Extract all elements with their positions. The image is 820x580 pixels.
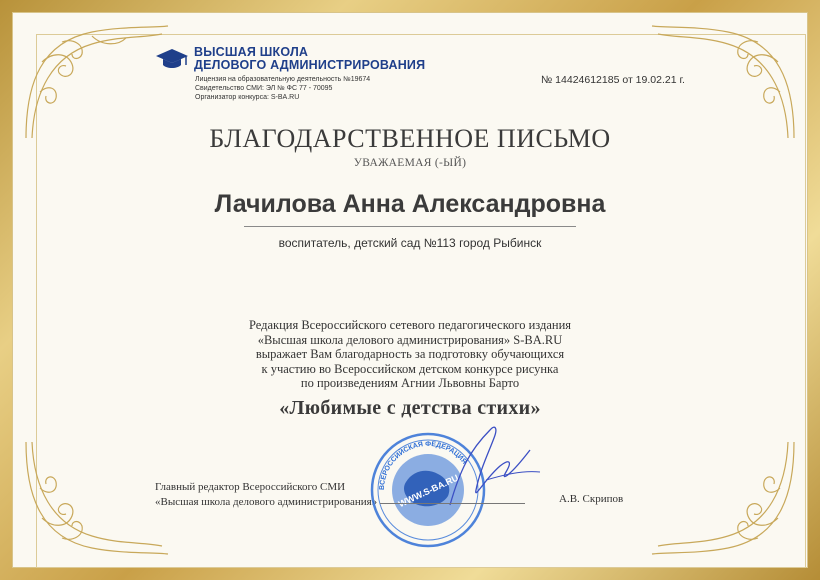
editor-line-2: «Высшая школа делового администрирования»: [155, 496, 378, 508]
media-certificate-text: Свидетельство СМИ: ЭЛ № ФС 77 - 70095: [195, 85, 333, 92]
letter-body: [0, 318, 820, 391]
license-text: Лицензия на образовательную деятельность №19674: [195, 76, 371, 83]
editor-line-1: Главный редактор Всероссийского СМИ: [155, 481, 346, 493]
ornament-bottom-right-icon: [648, 438, 798, 558]
body-line-5: по произведениям Агнии Львовны Барто: [300, 376, 520, 390]
ornament-bottom-left-icon: [22, 438, 172, 558]
body-line-1: Редакция Всероссийского сетевого педагогического издания: [248, 318, 572, 332]
stamp-url-text: WWW.S-BA.RU: [396, 472, 460, 510]
letter-title: БЛАГОДАРСТВЕННОЕ ПИСЬМО: [209, 124, 611, 153]
salutation: УВАЖАЕМАЯ (-ЫЙ): [353, 157, 467, 169]
editor-title: [155, 480, 377, 510]
body-line-2: «Высшая школа делового администрирования» S-BA.RU: [257, 332, 563, 347]
stamp-ring-text: ВСЕРОССИЙСКАЯ ФЕДЕРАЦИЯ: [378, 440, 468, 491]
organization-logo: [155, 46, 425, 102]
signature-line: [380, 503, 525, 504]
name-underline: [244, 226, 576, 227]
signer-name: А.В. Скрипов: [559, 493, 624, 505]
contest-name: «Любимые с детства стихи»: [279, 397, 541, 419]
organizer-text: Организатор конкурса: S-BA.RU: [195, 94, 300, 101]
document-number: № 14424612185 от 19.02.21 г.: [541, 74, 685, 86]
graduation-cap-icon: [155, 48, 189, 70]
logo-line-1: ВЫСШАЯ ШКОЛА: [194, 45, 309, 59]
recipient-position: воспитатель, детский сад №113 город Рыбинск: [278, 236, 542, 250]
recipient-name: Лачилова Анна Александровна: [214, 190, 606, 218]
body-line-3: выражает Вам благодарность за подготовку обучающихся: [255, 347, 565, 361]
body-line-4: к участию во Всероссийском детском конкурсе рисунка: [261, 361, 559, 376]
logo-line-2: ДЕЛОВОГО АДМИНИСТРИРОВАНИЯ: [194, 58, 426, 72]
